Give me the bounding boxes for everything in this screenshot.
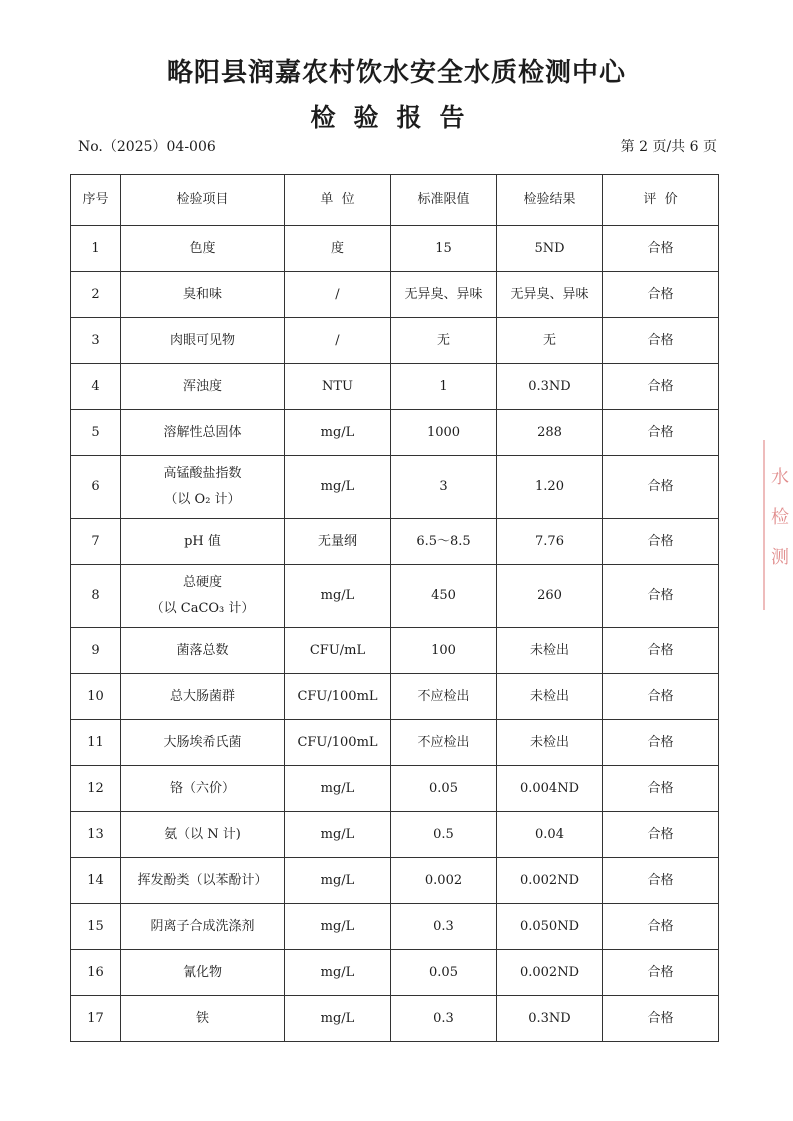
cell-eval: 合格 [603,766,719,812]
cell-no: 10 [71,674,121,720]
cell-result: 288 [497,410,603,456]
cell-item [121,812,285,858]
cell-limit: 450 [391,565,497,628]
cell-unit: NTU [285,364,391,410]
cell-result: 0.002ND [497,950,603,996]
cell-no: 13 [71,812,121,858]
report-subtitle: 检验报告 [310,103,483,132]
item-name: 溶解性总固体 [163,424,242,440]
cell-eval: 合格 [603,226,719,272]
cell-no: 9 [71,628,121,674]
cell-limit: 6.5～8.5 [391,519,497,565]
cell-result: 0.004ND [497,766,603,812]
cell-limit: 0.3 [391,904,497,950]
cell-eval: 合格 [603,674,719,720]
item-basis: （以 O₂ 计） [164,492,241,507]
item-name: 总硬度 [182,575,222,590]
cell-item [121,364,285,410]
cell-result: 260 [497,565,603,628]
table-row [71,565,719,628]
cell-result: 0.3ND [497,996,603,1042]
cell-limit: 1 [391,364,497,410]
report-number: No.（2025）04-006 [78,139,216,155]
cell-result: 0.3ND [497,364,603,410]
item-name: 氰化物 [182,964,222,980]
table-row [71,674,719,720]
cell-limit: 无 [391,318,497,364]
cell-item [121,996,285,1042]
cell-item [121,272,285,318]
table-row [71,272,719,318]
table-row [71,858,719,904]
table-row [71,226,719,272]
item-name: 肉眼可见物 [169,332,235,348]
header-limit: 标准限值 [391,175,497,226]
item-name: 臭和味 [182,286,222,302]
item-name: 色度 [189,240,216,256]
cell-eval: 合格 [603,858,719,904]
cell-unit: mg/L [285,996,391,1042]
cell-result: 未检出 [497,674,603,720]
item-name: 大肠埃希氏菌 [163,734,242,750]
cell-no: 8 [71,565,121,628]
item-basis: （以 CaCO₃ 计） [150,601,255,616]
cell-no: 2 [71,272,121,318]
cell-result: 1.20 [497,456,603,519]
item-name: 阴离子合成洗涤剂 [150,918,255,934]
cell-eval: 合格 [603,318,719,364]
cell-unit: 度 [285,226,391,272]
stamp-text: 水 检 测 [771,467,789,568]
cell-limit: 0.5 [391,812,497,858]
cell-no: 14 [71,858,121,904]
cell-eval: 合格 [603,364,719,410]
item-name: 浑浊度 [182,378,222,394]
cell-no: 5 [71,410,121,456]
cell-item [121,456,285,519]
cell-no: 7 [71,519,121,565]
cell-eval: 合格 [603,456,719,519]
cell-item [121,565,285,628]
cell-result: 0.002ND [497,858,603,904]
cell-no: 11 [71,720,121,766]
cell-item [121,904,285,950]
cell-limit: 100 [391,628,497,674]
cell-unit: 无量纲 [285,519,391,565]
cell-unit: / [285,272,391,318]
item-name: 菌落总数 [176,642,229,658]
table-row [71,996,719,1042]
cell-item [121,226,285,272]
cell-item [121,628,285,674]
cell-limit: 0.05 [391,950,497,996]
cell-limit: 不应检出 [391,674,497,720]
table-header-row [71,175,719,226]
table-row [71,318,719,364]
cell-eval: 合格 [603,410,719,456]
cell-item [121,674,285,720]
seal-stamp-edge [763,440,793,610]
cell-eval: 合格 [603,996,719,1042]
report-title: 略阳县润嘉农村饮水安全水质检测中心 [166,58,626,88]
table-row [71,766,719,812]
table-row [71,519,719,565]
table-row [71,904,719,950]
cell-limit: 0.3 [391,996,497,1042]
cell-limit: 不应检出 [391,720,497,766]
cell-eval: 合格 [603,720,719,766]
item-name: 氨（以 N 计) [164,826,241,842]
cell-item [121,766,285,812]
cell-no: 1 [71,226,121,272]
cell-unit: mg/L [285,766,391,812]
item-name: 铁 [195,1010,209,1026]
cell-result: 未检出 [497,720,603,766]
cell-eval: 合格 [603,519,719,565]
cell-no: 4 [71,364,121,410]
item-name: 总大肠菌群 [169,688,235,704]
cell-eval: 合格 [603,904,719,950]
cell-eval: 合格 [603,812,719,858]
table-row [71,456,719,519]
cell-item [121,318,285,364]
cell-no: 17 [71,996,121,1042]
cell-limit: 15 [391,226,497,272]
table-row [71,364,719,410]
cell-result: 未检出 [497,628,603,674]
cell-eval: 合格 [603,272,719,318]
cell-item [121,410,285,456]
cell-result: 7.76 [497,519,603,565]
item-name: 挥发酚类（以苯酚计） [137,872,268,888]
cell-eval: 合格 [603,950,719,996]
cell-limit: 0.05 [391,766,497,812]
cell-no: 3 [71,318,121,364]
cell-result: 无异臭、异味 [497,272,603,318]
header-eval: 评 价 [603,175,719,226]
page-indicator: 第 2 页/共 6 页 [620,139,717,155]
table-row [71,410,719,456]
cell-limit: 1000 [391,410,497,456]
cell-limit: 无异臭、异味 [391,272,497,318]
cell-eval: 合格 [603,628,719,674]
cell-unit: mg/L [285,858,391,904]
table-row [71,812,719,858]
cell-result: 0.050ND [497,904,603,950]
cell-result: 5ND [497,226,603,272]
table-row [71,950,719,996]
item-name: 铬（六价） [169,780,235,796]
table-row [71,720,719,766]
cell-unit: / [285,318,391,364]
cell-limit: 3 [391,456,497,519]
header-item: 检验项目 [121,175,285,226]
cell-item [121,858,285,904]
cell-unit: mg/L [285,456,391,519]
cell-item [121,950,285,996]
header-no: 序号 [71,175,121,226]
cell-no: 15 [71,904,121,950]
cell-unit: mg/L [285,950,391,996]
item-name: pH 值 [184,533,221,549]
cell-no: 12 [71,766,121,812]
results-table [70,174,719,1042]
cell-item [121,720,285,766]
cell-unit: mg/L [285,812,391,858]
cell-unit: CFU/100mL [285,720,391,766]
header-unit: 单 位 [285,175,391,226]
cell-unit: CFU/mL [285,628,391,674]
cell-unit: mg/L [285,904,391,950]
cell-unit: CFU/100mL [285,674,391,720]
cell-result: 0.04 [497,812,603,858]
cell-eval: 合格 [603,565,719,628]
table-row [71,628,719,674]
cell-unit: mg/L [285,565,391,628]
cell-no: 6 [71,456,121,519]
cell-limit: 0.002 [391,858,497,904]
cell-result: 无 [497,318,603,364]
cell-item [121,519,285,565]
header-result: 检验结果 [497,175,603,226]
cell-no: 16 [71,950,121,996]
item-name: 高锰酸盐指数 [163,466,242,481]
cell-unit: mg/L [285,410,391,456]
